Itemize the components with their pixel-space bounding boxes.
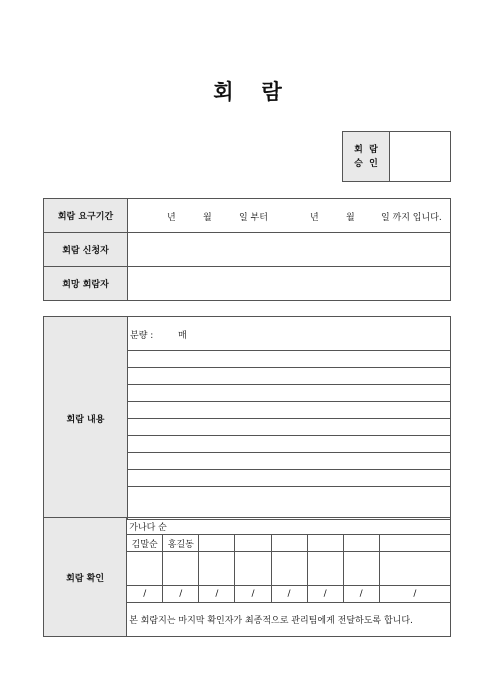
confirmer-name[interactable] [235, 535, 271, 552]
quantity-unit: 매 [178, 331, 187, 341]
date-cell[interactable]: / [307, 586, 343, 603]
date-cell[interactable]: / [127, 586, 163, 603]
content-line[interactable] [128, 436, 451, 453]
date-cell[interactable]: / [271, 586, 307, 603]
signature-cell[interactable] [343, 552, 379, 586]
signature-cell[interactable] [271, 552, 307, 586]
date-cell[interactable]: / [379, 586, 450, 603]
period-label: 회람 요구기간 [44, 199, 128, 233]
desired-reader-field[interactable] [128, 267, 451, 301]
order-note: 가나다 순 [127, 518, 451, 535]
desired-reader-label: 희망 회람자 [44, 267, 128, 301]
confirmer-name[interactable] [199, 535, 235, 552]
content-table [43, 316, 451, 520]
date-cell[interactable]: / [235, 586, 271, 603]
date-cell[interactable]: / [163, 586, 199, 603]
confirmer-name[interactable] [307, 535, 343, 552]
content-line[interactable] [128, 470, 451, 487]
approval-box [342, 131, 451, 182]
period-month-2: 월 [346, 213, 355, 223]
period-year-1: 년 [167, 213, 176, 223]
signature-cell[interactable] [127, 552, 163, 586]
applicant-field[interactable] [128, 233, 451, 267]
approval-label-line1: 회 람 [354, 144, 378, 155]
title-char-1: 회 [213, 80, 234, 104]
confirm-footer-note: 본 회람지는 마지막 확인자가 최종적으로 관리팀에게 전달하도록 합니다. [127, 603, 451, 637]
approval-label-line2: 승 인 [354, 158, 378, 169]
request-info-table [43, 198, 451, 301]
period-year-2: 년 [310, 213, 319, 223]
period-day-until: 일 까지 입니다. [381, 213, 442, 223]
content-label: 회람 내용 [44, 317, 128, 520]
content-line[interactable] [128, 487, 451, 520]
date-cell[interactable]: / [343, 586, 379, 603]
period-field[interactable] [128, 199, 451, 233]
signature-cell[interactable] [235, 552, 271, 586]
quantity-label: 분량 : [130, 331, 154, 341]
signature-cell[interactable] [199, 552, 235, 586]
confirm-table [43, 517, 451, 637]
signature-cell[interactable] [379, 552, 450, 586]
signature-cell[interactable] [163, 552, 199, 586]
page-title [0, 76, 495, 106]
confirmer-name[interactable] [271, 535, 307, 552]
approval-label [343, 132, 390, 182]
confirmer-name[interactable] [343, 535, 379, 552]
content-line[interactable] [128, 385, 451, 402]
signature-cell[interactable] [307, 552, 343, 586]
content-line[interactable] [128, 453, 451, 470]
confirm-label: 회람 확인 [44, 518, 127, 637]
title-char-2: 람 [261, 80, 282, 104]
applicant-label: 회람 신청자 [44, 233, 128, 267]
confirmer-name: 김말순 [127, 535, 163, 552]
approval-signature-field[interactable] [390, 132, 451, 182]
content-line[interactable] [128, 351, 451, 368]
quantity-field[interactable] [128, 317, 451, 351]
date-cell[interactable]: / [199, 586, 235, 603]
period-day-from: 일 부터 [239, 213, 268, 223]
confirmer-name[interactable] [379, 535, 450, 552]
period-month-1: 월 [203, 213, 212, 223]
content-line[interactable] [128, 419, 451, 436]
confirmer-name: 홍길동 [163, 535, 199, 552]
content-line[interactable] [128, 402, 451, 419]
content-line[interactable] [128, 368, 451, 385]
